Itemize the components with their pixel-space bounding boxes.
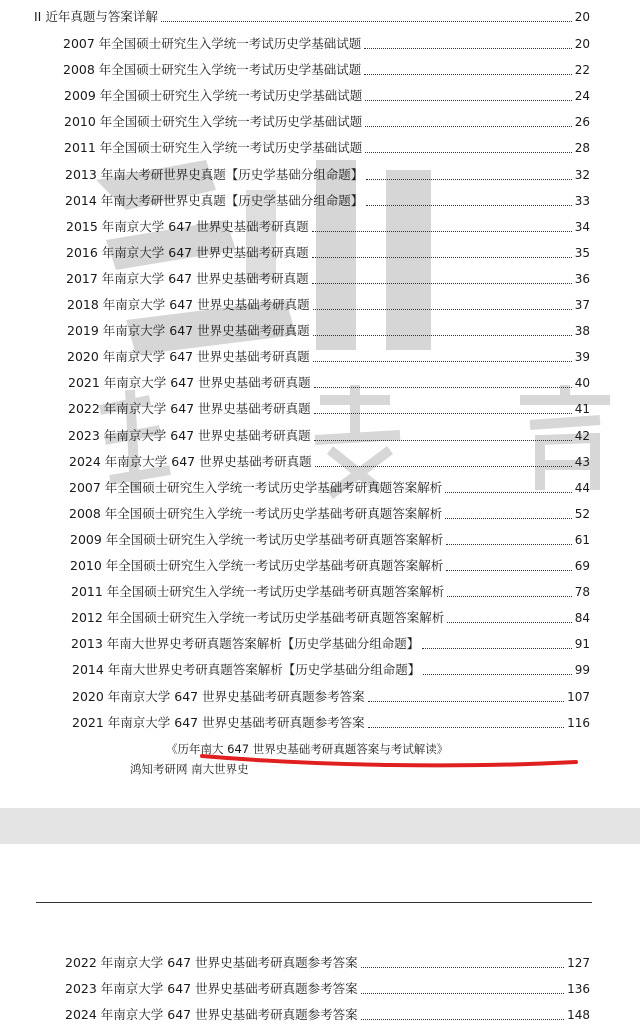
toc-entry[interactable]	[72, 714, 590, 732]
toc-entry-title: 2021 年南京大学 647 世界史基础考研真题参考答案	[72, 715, 365, 730]
toc-leader-dots	[312, 256, 572, 258]
toc-leader-dots	[314, 412, 572, 414]
toc-section-title: II 近年真题与答案详解	[34, 9, 158, 24]
toc-leader-dots	[314, 386, 572, 388]
toc-entry-title: 2024 年南京大学 647 世界史基础考研真题参考答案	[65, 1007, 358, 1022]
toc-entry[interactable]	[64, 87, 590, 105]
toc-leader-dots	[361, 1018, 565, 1020]
toc-leader-dots	[423, 673, 571, 675]
toc-entry[interactable]	[69, 453, 590, 471]
toc-entry[interactable]	[65, 1006, 590, 1024]
toc-leader-dots	[314, 439, 572, 441]
toc-leader-dots	[313, 360, 572, 362]
toc-entry[interactable]	[65, 980, 590, 998]
toc-page-number: 36	[574, 272, 590, 286]
toc-entry-title: 2023 年南京大学 647 世界史基础考研真题参考答案	[65, 981, 358, 996]
toc-entry-title: 2022 年南京大学 647 世界史基础考研真题	[68, 401, 311, 416]
toc-page-number: 28	[574, 141, 590, 155]
toc-leader-dots	[313, 308, 572, 310]
toc-entry-title: 2009 年全国硕士研究生入学统一考试历史学基础试题	[64, 88, 363, 103]
toc-entry-title: 2013 年南大世界史考研真题答案解析【历史学基础分组命题】	[71, 636, 420, 651]
toc-entry[interactable]	[69, 505, 590, 523]
toc-page-number: 84	[574, 611, 590, 625]
toc-page-number: 148	[567, 1008, 590, 1022]
toc-leader-dots	[365, 151, 571, 153]
toc-leader-dots	[364, 47, 571, 49]
toc-leader-dots	[365, 99, 571, 101]
toc-leader-dots	[368, 700, 565, 702]
book-title: 《历年南大 647 世界史基础考研真题答案与考试解读》	[166, 742, 449, 756]
toc-leader-dots	[447, 595, 571, 597]
toc-page-number: 91	[574, 637, 590, 651]
toc-leader-dots	[312, 230, 572, 232]
toc-page-number: 34	[574, 220, 590, 234]
toc-entry-title: 2022 年南京大学 647 世界史基础考研真题参考答案	[65, 955, 358, 970]
toc-page-number: 32	[574, 168, 590, 182]
toc-entry-title: 2009 年全国硕士研究生入学统一考试历史学基础考研真题答案解析	[70, 532, 444, 547]
toc-page-number: 20	[574, 37, 590, 51]
toc-entry-title: 2016 年南京大学 647 世界史基础考研真题	[66, 245, 309, 260]
toc-section-heading[interactable]	[34, 8, 590, 26]
toc-page-number: 26	[574, 115, 590, 129]
toc-entry-title: 2010 年全国硕士研究生入学统一考试历史学基础试题	[64, 114, 363, 129]
toc-page-number: 41	[574, 402, 590, 416]
toc-entry[interactable]	[72, 661, 590, 679]
toc-entry-title: 2008 年全国硕士研究生入学统一考试历史学基础考研真题答案解析	[69, 506, 443, 521]
toc-entry-title: 2020 年南京大学 647 世界史基础考研真题参考答案	[72, 689, 365, 704]
toc-page-number: 38	[574, 324, 590, 338]
toc-entry[interactable]	[71, 583, 590, 601]
toc-entry[interactable]	[65, 166, 590, 184]
toc-entry-title: 2018 年南京大学 647 世界史基础考研真题	[67, 297, 310, 312]
toc-leader-dots	[361, 992, 565, 994]
toc-entry-title: 2007 年全国硕士研究生入学统一考试历史学基础试题	[63, 36, 362, 51]
toc-entry[interactable]	[65, 954, 590, 972]
toc-leader-dots	[361, 966, 565, 968]
toc-leader-dots	[366, 178, 571, 180]
toc-entry[interactable]	[66, 270, 590, 288]
toc-entry-title: 2011 年全国硕士研究生入学统一考试历史学基础考研真题答案解析	[71, 584, 445, 599]
toc-leader-dots	[447, 621, 571, 623]
toc-entry-title: 2024 年南京大学 647 世界史基础考研真题	[69, 454, 312, 469]
toc-entry[interactable]	[63, 61, 590, 79]
red-underline-mark	[200, 752, 580, 772]
toc-page-number: 52	[574, 507, 590, 521]
toc-page-number: 42	[574, 429, 590, 443]
toc-page-number: 20	[574, 10, 590, 24]
toc-entry[interactable]	[70, 557, 590, 575]
toc-entry-title: 2023 年南京大学 647 世界史基础考研真题	[68, 428, 311, 443]
toc-entry[interactable]	[64, 113, 590, 131]
page-gap	[0, 808, 640, 844]
toc-entry-title: 2019 年南京大学 647 世界史基础考研真题	[67, 323, 310, 338]
toc-entry[interactable]	[71, 635, 590, 653]
toc-page-number: 43	[574, 455, 590, 469]
toc-entry[interactable]	[70, 531, 590, 549]
toc-entry-title: 2015 年南京大学 647 世界史基础考研真题	[66, 219, 309, 234]
toc-leader-dots	[313, 334, 572, 336]
toc-page-number: 61	[574, 533, 590, 547]
toc-leader-dots	[445, 491, 571, 493]
page-rule	[36, 902, 592, 903]
toc-entry[interactable]	[66, 244, 590, 262]
publisher-line: 鸿知考研网 南大世界史	[130, 762, 249, 776]
toc-leader-dots	[446, 569, 571, 571]
toc-page-number: 33	[574, 194, 590, 208]
toc-leader-dots	[422, 647, 571, 649]
toc-page-number: 136	[567, 982, 590, 996]
toc-leader-dots	[366, 204, 571, 206]
toc-entry[interactable]	[66, 218, 590, 236]
toc-entry-title: 2014 年南大世界史考研真题答案解析【历史学基础分组命题】	[72, 662, 421, 677]
toc-entry-title: 2020 年南京大学 647 世界史基础考研真题	[67, 349, 310, 364]
toc-page-number: 107	[567, 690, 590, 704]
toc-page-number: 116	[567, 716, 590, 730]
toc-entry-title: 2014 年南大考研世界史真题【历史学基础分组命题】	[65, 193, 364, 208]
toc-entry-title: 2017 年南京大学 647 世界史基础考研真题	[66, 271, 309, 286]
toc-entry-title: 2011 年全国硕士研究生入学统一考试历史学基础试题	[64, 140, 363, 155]
toc-page-number: 22	[574, 63, 590, 77]
toc-entry-title: 2021 年南京大学 647 世界史基础考研真题	[68, 375, 311, 390]
toc-entry-title: 2012 年全国硕士研究生入学统一考试历史学基础考研真题答案解析	[71, 610, 445, 625]
toc-entry-title: 2008 年全国硕士研究生入学统一考试历史学基础试题	[63, 62, 362, 77]
toc-entry[interactable]	[67, 296, 590, 314]
toc-page-number: 99	[574, 663, 590, 677]
toc-entry[interactable]	[68, 427, 590, 445]
toc-leader-dots	[445, 517, 571, 519]
toc-leader-dots	[446, 543, 571, 545]
toc-leader-dots	[365, 125, 571, 127]
toc-page-number: 35	[574, 246, 590, 260]
toc-page-number: 40	[574, 376, 590, 390]
toc-page-number: 127	[567, 956, 590, 970]
toc-entry[interactable]	[68, 374, 590, 392]
toc-leader-dots	[161, 20, 572, 22]
toc-page-number: 39	[574, 350, 590, 364]
toc-entry[interactable]	[65, 192, 590, 210]
toc-page-number: 37	[574, 298, 590, 312]
toc-entry[interactable]	[67, 348, 590, 366]
toc-leader-dots	[312, 282, 572, 284]
toc-entry[interactable]	[69, 479, 590, 497]
document-page-2	[0, 844, 640, 1028]
toc-leader-dots	[315, 465, 572, 467]
toc-entry[interactable]	[68, 400, 590, 418]
toc-entry[interactable]	[63, 35, 590, 53]
toc-entry-title: 2010 年全国硕士研究生入学统一考试历史学基础考研真题答案解析	[70, 558, 444, 573]
toc-leader-dots	[364, 73, 571, 75]
toc-entry-title: 2007 年全国硕士研究生入学统一考试历史学基础考研真题答案解析	[69, 480, 443, 495]
toc-page-number: 78	[574, 585, 590, 599]
toc-entry[interactable]	[71, 609, 590, 627]
toc-page-number: 24	[574, 89, 590, 103]
toc-page-number: 69	[574, 559, 590, 573]
toc-entry[interactable]	[64, 139, 590, 157]
toc-entry[interactable]	[67, 322, 590, 340]
toc-entry-title: 2013 年南大考研世界史真题【历史学基础分组命题】	[65, 167, 364, 182]
toc-leader-dots	[368, 726, 565, 728]
toc-entry[interactable]	[72, 688, 590, 706]
toc-page-number: 44	[574, 481, 590, 495]
